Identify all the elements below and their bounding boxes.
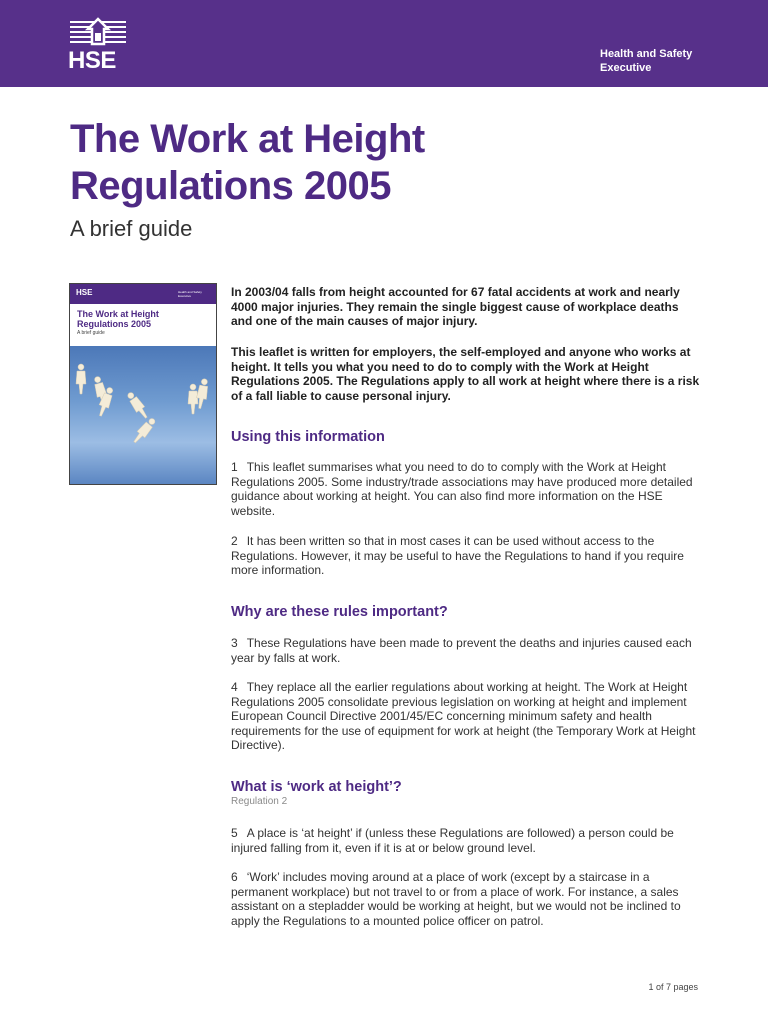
intro-section: [231, 285, 701, 329]
paragraph-3-wrap: [231, 636, 701, 665]
hse-logo-text: HSE: [68, 47, 116, 74]
paragraph-number: 2: [231, 534, 238, 548]
paragraph-number: 3: [231, 636, 238, 650]
paragraph-6-wrap: [231, 870, 701, 928]
paragraph-text: It has been written so that in most cases it can be used without access to the Regulations. However, it may be useful to have the Regulations to hand if you require more information.: [231, 534, 684, 578]
paragraph-6: [231, 870, 701, 928]
section-heading-what: What is ‘work at height’?: [231, 779, 402, 795]
paragraph-4-wrap: [231, 680, 701, 753]
paragraph-number: 6: [231, 870, 238, 884]
paragraph-text: A place is ‘at height’ if (unless these Regulations are followed) a person could be injured falling from it, even if it is at or below ground level.: [231, 826, 674, 855]
paragraph-number: 1: [231, 460, 238, 474]
regulation-reference: Regulation 2: [231, 795, 288, 807]
organization-name: [600, 47, 740, 75]
header-banner: [0, 0, 768, 87]
section-heading-using: Using this information: [231, 429, 385, 445]
title-line-2: Regulations 2005: [70, 164, 392, 208]
section-heading-why: Why are these rules important?: [231, 604, 448, 620]
org-line-1: Health and Safety: [600, 48, 693, 60]
paragraph-2-wrap: [231, 534, 701, 578]
paragraph-2: [231, 534, 701, 578]
paragraph-number: 4: [231, 680, 238, 694]
section-using-heading-wrap: [231, 430, 701, 445]
title-line-1: The Work at Height: [70, 117, 425, 161]
paragraph-1: [231, 460, 701, 518]
paragraph-4: [231, 680, 701, 753]
paragraph-5-wrap: [231, 826, 701, 855]
section-what-heading-wrap: [231, 780, 701, 809]
cover-logo: HSE: [76, 288, 93, 297]
cover-title-line-2: Regulations 2005: [77, 319, 152, 329]
section-why-heading-wrap: [231, 605, 701, 620]
cover-subtitle: A brief guide: [77, 330, 105, 336]
paragraph-5: [231, 826, 701, 855]
org-line-2: Executive: [600, 62, 652, 74]
document-subtitle: A brief guide: [70, 216, 193, 241]
cover-image: [70, 346, 216, 484]
paragraph-number: 5: [231, 826, 238, 840]
intro-paragraph-2: This leaflet is written for employers, the self-employed and anyone who works at height. It tells you what you need to do to comply with the Work at Height Regulations 2005. The Regulations apply to all work at height where there is a risk of a fall liable to cause personal injury.: [231, 345, 700, 403]
paragraph-text: They replace all the earlier regulations about working at height. The Work at Height Regulations 2005 consolidate previous legislation on working at height and implement European Council Directive 2001/45/EC concerning minimum safety and health requirements for the use of equipment for work at height (the Temporary Work at Height Directive).: [231, 680, 696, 753]
document-title: [70, 116, 630, 210]
intro-paragraph-1: In 2003/04 falls from height accounted for 67 fatal accidents at work and nearly 4000 major injuries. They remain the single biggest cause of workplace deaths and one of the main causes of major injury.: [231, 285, 680, 329]
cover-title-line-1: The Work at Height: [77, 309, 159, 319]
paragraph-3: [231, 636, 701, 665]
paragraph-text: These Regulations have been made to prevent the deaths and injuries caused each year by falls at work.: [231, 636, 692, 665]
paper-figures-image: [70, 346, 216, 484]
paragraph-text: This leaflet summarises what you need to do to comply with the Work at Height Regulations 2005. Some industry/trade associations may have produced more detailed guidance about working at height. You can also find more information on the HSE website.: [231, 460, 693, 518]
cover-title: [77, 309, 212, 329]
cover-thumbnail: [69, 283, 217, 485]
paragraph-text: ‘Work’ includes moving around at a place of work (except by a staircase in a permanent workplace) but not travel to or from a place of work. For instance, a sales assistant on a stepladder would be working at height, but we would not be inclined to apply the Regulations to a mounted police officer on patrol.: [231, 870, 681, 928]
cover-org: Health and Safety Executive: [178, 290, 202, 298]
page-count: 1 of 7 pages: [648, 982, 698, 992]
paragraph-1-wrap: [231, 460, 701, 518]
cover-banner: [70, 284, 216, 304]
intro-section-2: [231, 345, 701, 403]
